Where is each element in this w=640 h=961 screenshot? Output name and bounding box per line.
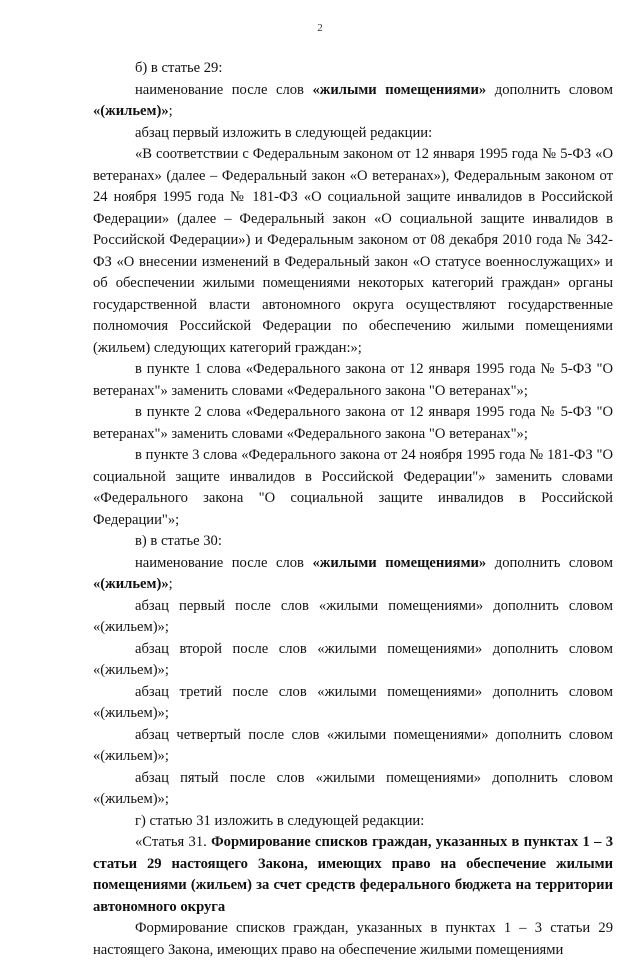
paragraph-art30-abz5: абзац пятый после слов «жилыми помещениями» дополнить словом «(жильем)»; [93, 769, 613, 807]
document-body [93, 58, 613, 961]
paragraph-art31-body: Формирование списков граждан, указанных в пунктах 1 – 3 статьи 29 настоящего Закона, имеющих право на обеспечение жилыми помещениями [93, 920, 613, 958]
paragraph-item-b: б) в статье 29: [135, 60, 223, 76]
bold-phrase: «жилыми помещениями» [312, 81, 487, 98]
paragraph-item-g: г) статью 31 изложить в следующей редакции: [135, 812, 425, 829]
paragraph-art29-first: абзац первый изложить в следующей редакции: [135, 124, 433, 141]
paragraph-art30-abz1: абзац первый после слов «жилыми помещениями» дополнить словом «(жильем)»; [93, 597, 613, 635]
bold-phrase: «жилыми помещениями» [312, 554, 487, 571]
paragraph-art30-abz2: абзац второй после слов «жилыми помещениями» дополнить словом «(жильем)»; [93, 640, 613, 678]
article-title: Формирование списков граждан, указанных в пунктах 1 – 3 статьи 29 настоящего Закона, имеющих право на обеспечение жилыми помещениями (жильем) за счет средств федерального бюджета на территории автономного округа [93, 834, 614, 915]
bold-phrase: «(жильем)» [93, 103, 169, 119]
paragraph-art30-title: наименование после слов «жилыми помещениями» дополнить словом «(жильем)»; [93, 554, 613, 592]
bold-phrase: «(жильем)» [93, 576, 169, 592]
paragraph-quote-federal-laws: «В соответствии с Федеральным законом от 12 января 1995 года № 5-ФЗ «О ветеранах» (далее – Федеральный закон «О ветеранах»), Федеральным законом от 24 ноября 1995 года № 181-ФЗ «О социальной защите инвалидов в Российской Федерации» (далее – Федеральный закон «О социальной защите инвалидов в Российской Федерации») и Федеральным законом от 08 декабря 2010 года № 342-ФЗ «О внесении изменений в Федеральный закон «О статусе военнослужащих» и об обеспечении жилыми помещениями некоторых категорий граждан» органы государственной власти автономного округа осуществляют государственные полномочия Российской Федерации по обеспечению жилыми помещениями (жильем) следующих категорий граждан:»; [93, 146, 613, 356]
page-number: 2 [317, 22, 323, 34]
paragraph-point-2: в пункте 2 слова «Федерального закона от 12 января 1995 года № 5-ФЗ "О ветеранах"» заменить словами «Федерального закона "О ветеранах"»; [93, 404, 613, 442]
paragraph-art31-heading: «Статья 31. Формирование списков граждан, указанных в пунктах 1 – 3 статьи 29 настоящего Закона, имеющих право на обеспечение жилыми помещениями (жильем) за счет средств федерального бюджета на территории автономного округа [93, 834, 614, 915]
paragraph-art30-abz3: абзац третий после слов «жилыми помещениями» дополнить словом «(жильем)»; [93, 683, 613, 721]
paragraph-art29-title: наименование после слов «жилыми помещениями» дополнить словом «(жильем)»; [93, 81, 613, 119]
paragraph-art30-abz4: абзац четвертый после слов «жилыми помещениями» дополнить словом «(жильем)»; [93, 726, 613, 764]
paragraph-item-v: в) в статье 30: [135, 533, 222, 549]
paragraph-point-3: в пункте 3 слова «Федерального закона от 24 ноября 1995 года № 181-ФЗ "О социальной защите инвалидов в Российской Федерации"» заменить словами «Федерального закона "О социальной защите инвалидов в Российской Федерации"»; [93, 447, 613, 528]
paragraph-point-1: в пункте 1 слова «Федерального закона от 12 января 1995 года № 5-ФЗ "О ветеранах"» заменить словами «Федерального закона "О ветеранах"»; [93, 361, 613, 399]
